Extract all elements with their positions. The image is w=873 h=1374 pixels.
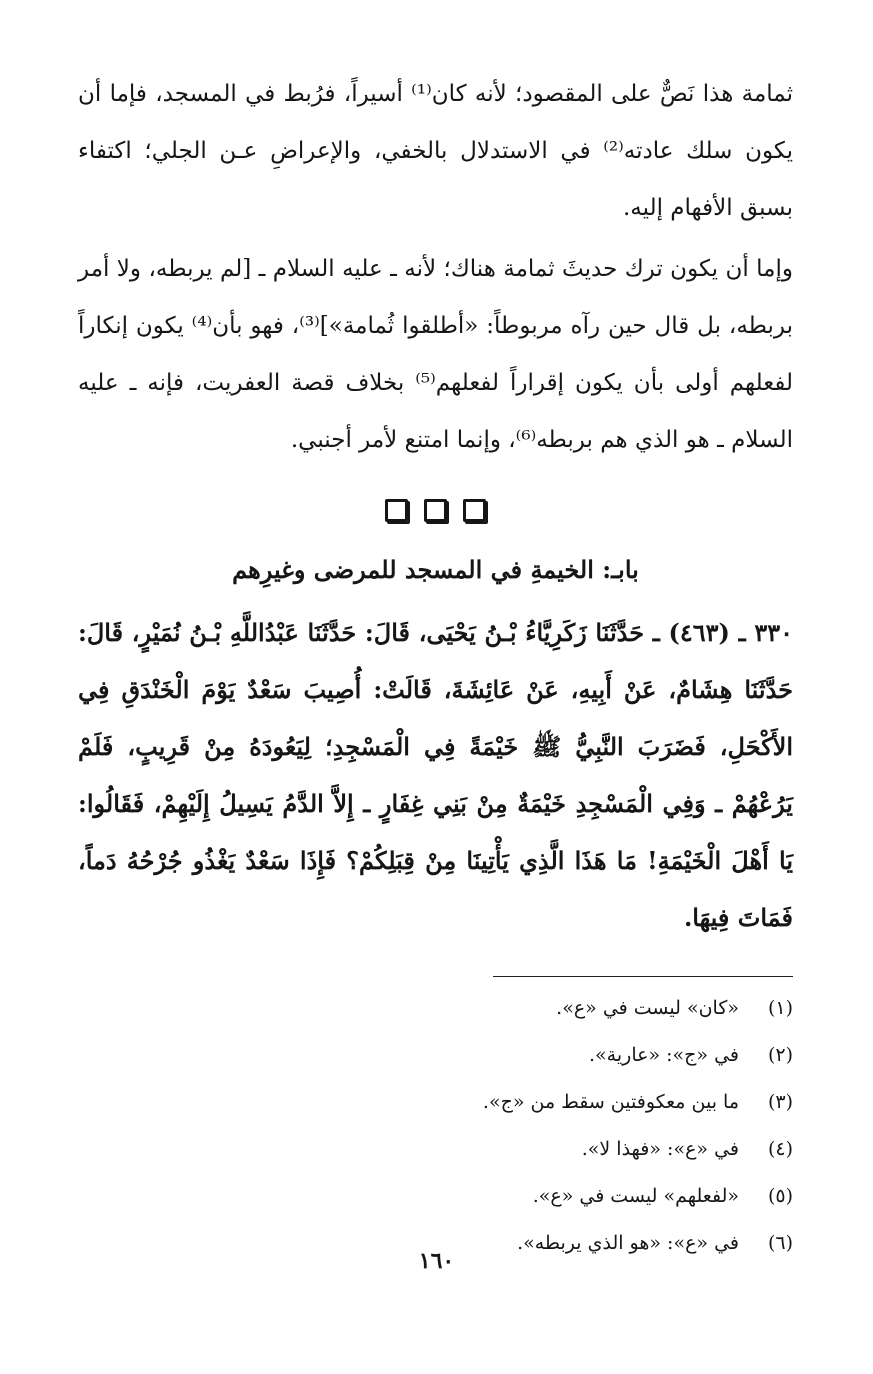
footnote-number: (٥) — [767, 1185, 793, 1207]
footnote-number: (٤) — [767, 1138, 793, 1160]
chapter-title: بابـ: الخيمةِ في المسجد للمرضى وغيرِهم — [232, 555, 639, 584]
footnote-item — [78, 1173, 793, 1220]
footnote-item — [78, 1079, 793, 1126]
footnote-item — [78, 1126, 793, 1173]
footnote-number: (٢) — [767, 1044, 793, 1066]
footnote-item — [78, 985, 793, 1032]
footnote-number: (٣) — [767, 1091, 793, 1113]
body-paragraph-1: ثمامة هذا نَصٌّ على المقصود؛ لأنه كان⁽¹⁾ أسيراً، فرُبط في المسجد، فإما أن يكون سلك عادته⁽²⁾ في الاستدلال بالخفي، والإعراضِ عـن الجلي؛ اكتفاء بسبق الأفهام إليه. — [78, 81, 793, 221]
footnote-divider — [493, 976, 793, 977]
page-number: ١٦٠ — [418, 1248, 455, 1274]
footnote-text: «كان» ليست في «ع». — [556, 997, 739, 1019]
footnotes-list — [78, 985, 793, 1267]
hadith-text: ٣٣٠ ـ (٤٦٣) ـ حَدَّثَنَا زَكَرِيَّاءُ بْـنُ يَحْيَى، قَالَ: حَدَّثَنَا عَبْدُاللَّهِ بْـنُ نُمَيْرٍ، قَالَ: حَدَّثَنَا هِشَامٌ، عَنْ أَبِيهِ، عَنْ عَائِشَةَ، قَالَتْ: أُصِيبَ سَعْدٌ يَوْمَ الْخَنْدَقِ فِي الأَكْحَلِ، فَضَرَبَ النَّبِيُّ ﷺ خَيْمَةً فِي الْمَسْجِدِ؛ لِيَعُودَهُ مِنْ قَرِيبٍ، فَلَمْ يَرُعْهُمْ ـ وَفِي الْمَسْجِدِ خَيْمَةٌ مِنْ بَنِي غِفَارٍ ـ إِلاَّ الدَّمُ يَسِيلُ إِلَيْهِمْ، فَقَالُوا: يَا أَهْلَ الْخَيْمَةِ! مَا هَذَا الَّذِي يَأْتِينَا مِنْ قِبَلِكُمْ؟ فَإِذَا سَعْدٌ يَغْذُو جُرْحُهُ دَماً، فَمَاتَ فِيهَا. — [78, 618, 793, 932]
footnote-text: في «ع»: «فهذا لا». — [581, 1138, 739, 1160]
footnote-text: في «ج»: «عارية». — [589, 1044, 739, 1066]
square-ornament-icon — [424, 499, 447, 522]
section-separator-ornaments — [78, 499, 793, 522]
square-ornament-icon — [385, 499, 408, 522]
footnote-text: في «ع»: «هو الذي يربطه». — [517, 1232, 739, 1254]
footnote-text: «لفعلهم» ليست في «ع». — [532, 1185, 739, 1207]
footnote-text: ما بين معكوفتين سقط من «ج». — [482, 1091, 739, 1113]
footnote-number: (٦) — [767, 1232, 793, 1254]
body-paragraph-2: وإما أن يكون ترك حديثَ ثمامة هناك؛ لأنه ـ عليه السلام ـ [لم يربطه، ولا أمر بربطه، بل قال حين رآه مربوطاً: «أطلقوا ثُمامة»]⁽³⁾، فهو بأن⁽⁴⁾ يكون إنكاراً لفعلهم أولى بأن يكون إقراراً لفعلهم⁽⁵⁾ بخلاف قصة العفريت، فإنه ـ عليه السلام ـ هو الذي هم بربطه⁽⁶⁾، وإنما امتنع لأمر أجنبي. — [78, 256, 794, 453]
square-ornament-icon — [463, 499, 486, 522]
footnote-item — [78, 1032, 793, 1079]
footnote-number: (١) — [767, 997, 793, 1019]
